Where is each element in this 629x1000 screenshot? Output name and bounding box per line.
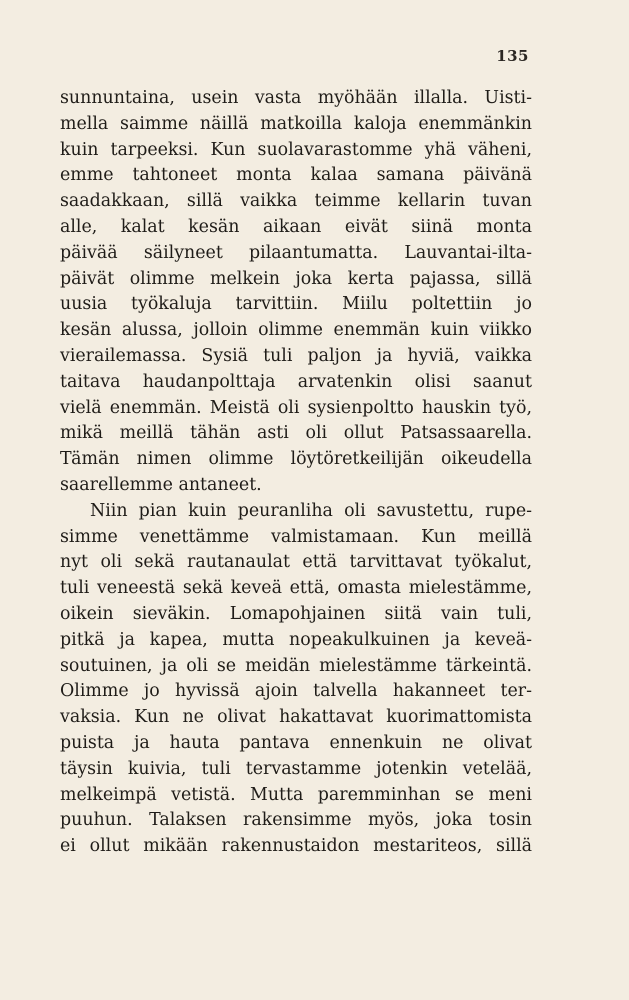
text-line: päivää säilyneet pilaantumatta. Lauvantai-ilta- (60, 242, 532, 263)
text-line: Tämän nimen olimme löytöretkeilijän oikeudella (60, 449, 532, 470)
text-line: oikein sieväkin. Lomapohjainen siitä vain tuli, (60, 603, 532, 624)
text-line: taitava haudanpolttaja arvatenkin olisi saanut (60, 371, 532, 392)
text-line: uusia työkaluja tarvittiin. Miilu poltettiin jo (60, 294, 532, 315)
page-number: 135 (496, 47, 529, 65)
text-line: Olimme jo hyvissä ajoin talvella hakanneet ter- (60, 681, 532, 702)
text-line: puuhun. Talaksen rakensimme myös, joka tosin (60, 810, 532, 831)
text-line: kesän alussa, jolloin olimme enemmän kuin viikko (60, 320, 532, 341)
text-line: nyt oli sekä rautanaulat että tarvittavat työkalut, (60, 552, 532, 573)
text-line: soutuinen, ja oli se meidän mielestämme tärkeintä. (60, 655, 532, 676)
text-line: saadakkaan, sillä vaikka teimme kellarin tuvan (60, 191, 532, 212)
text-line: pitkä ja kapea, mutta nopeakulkuinen ja keveä- (60, 629, 532, 650)
text-line: vaksia. Kun ne olivat hakattavat kuorimattomista (60, 707, 532, 728)
text-line: alle, kalat kesän aikaan eivät siinä monta (60, 216, 532, 237)
body-text (60, 86, 532, 860)
text-line: täysin kuivia, tuli tervastamme jotenkin vetelää, (60, 758, 532, 779)
text-line: emme tahtoneet monta kalaa samana päivänä (60, 165, 532, 186)
text-line: ei ollut mikään rakennustaidon mestariteos, sillä (60, 836, 532, 857)
text-line: mikä meillä tähän asti oli ollut Patsassaarella. (60, 423, 532, 444)
text-line: puista ja hauta pantava ennenkuin ne olivat (60, 732, 532, 753)
text-line: mella saimme näillä matkoilla kaloja enemmänkin (60, 113, 532, 134)
text-line: vierailemassa. Sysiä tuli paljon ja hyviä, vaikka (60, 345, 532, 366)
text-line: sunnuntaina, usein vasta myöhään illalla. Uisti- (60, 88, 532, 108)
text-line: saarellemme antaneet. (60, 474, 262, 495)
text-line: vielä enemmän. Meistä oli sysienpoltto hauskin työ, (60, 397, 532, 418)
text-line: Niin pian kuin peuranliha oli savustettu, rupe- (90, 500, 532, 521)
text-line: melkeimpä vetistä. Mutta paremminhan se meni (60, 784, 532, 805)
text-line: simme venettämme valmistamaan. Kun meillä (60, 526, 532, 547)
text-line: tuli veneestä sekä keveä että, omasta mielestämme, (60, 578, 532, 599)
text-line: kuin tarpeeksi. Kun suolavarastomme yhä väheni, (60, 139, 532, 160)
text-line: päivät olimme melkein joka kerta pajassa, sillä (60, 268, 532, 289)
